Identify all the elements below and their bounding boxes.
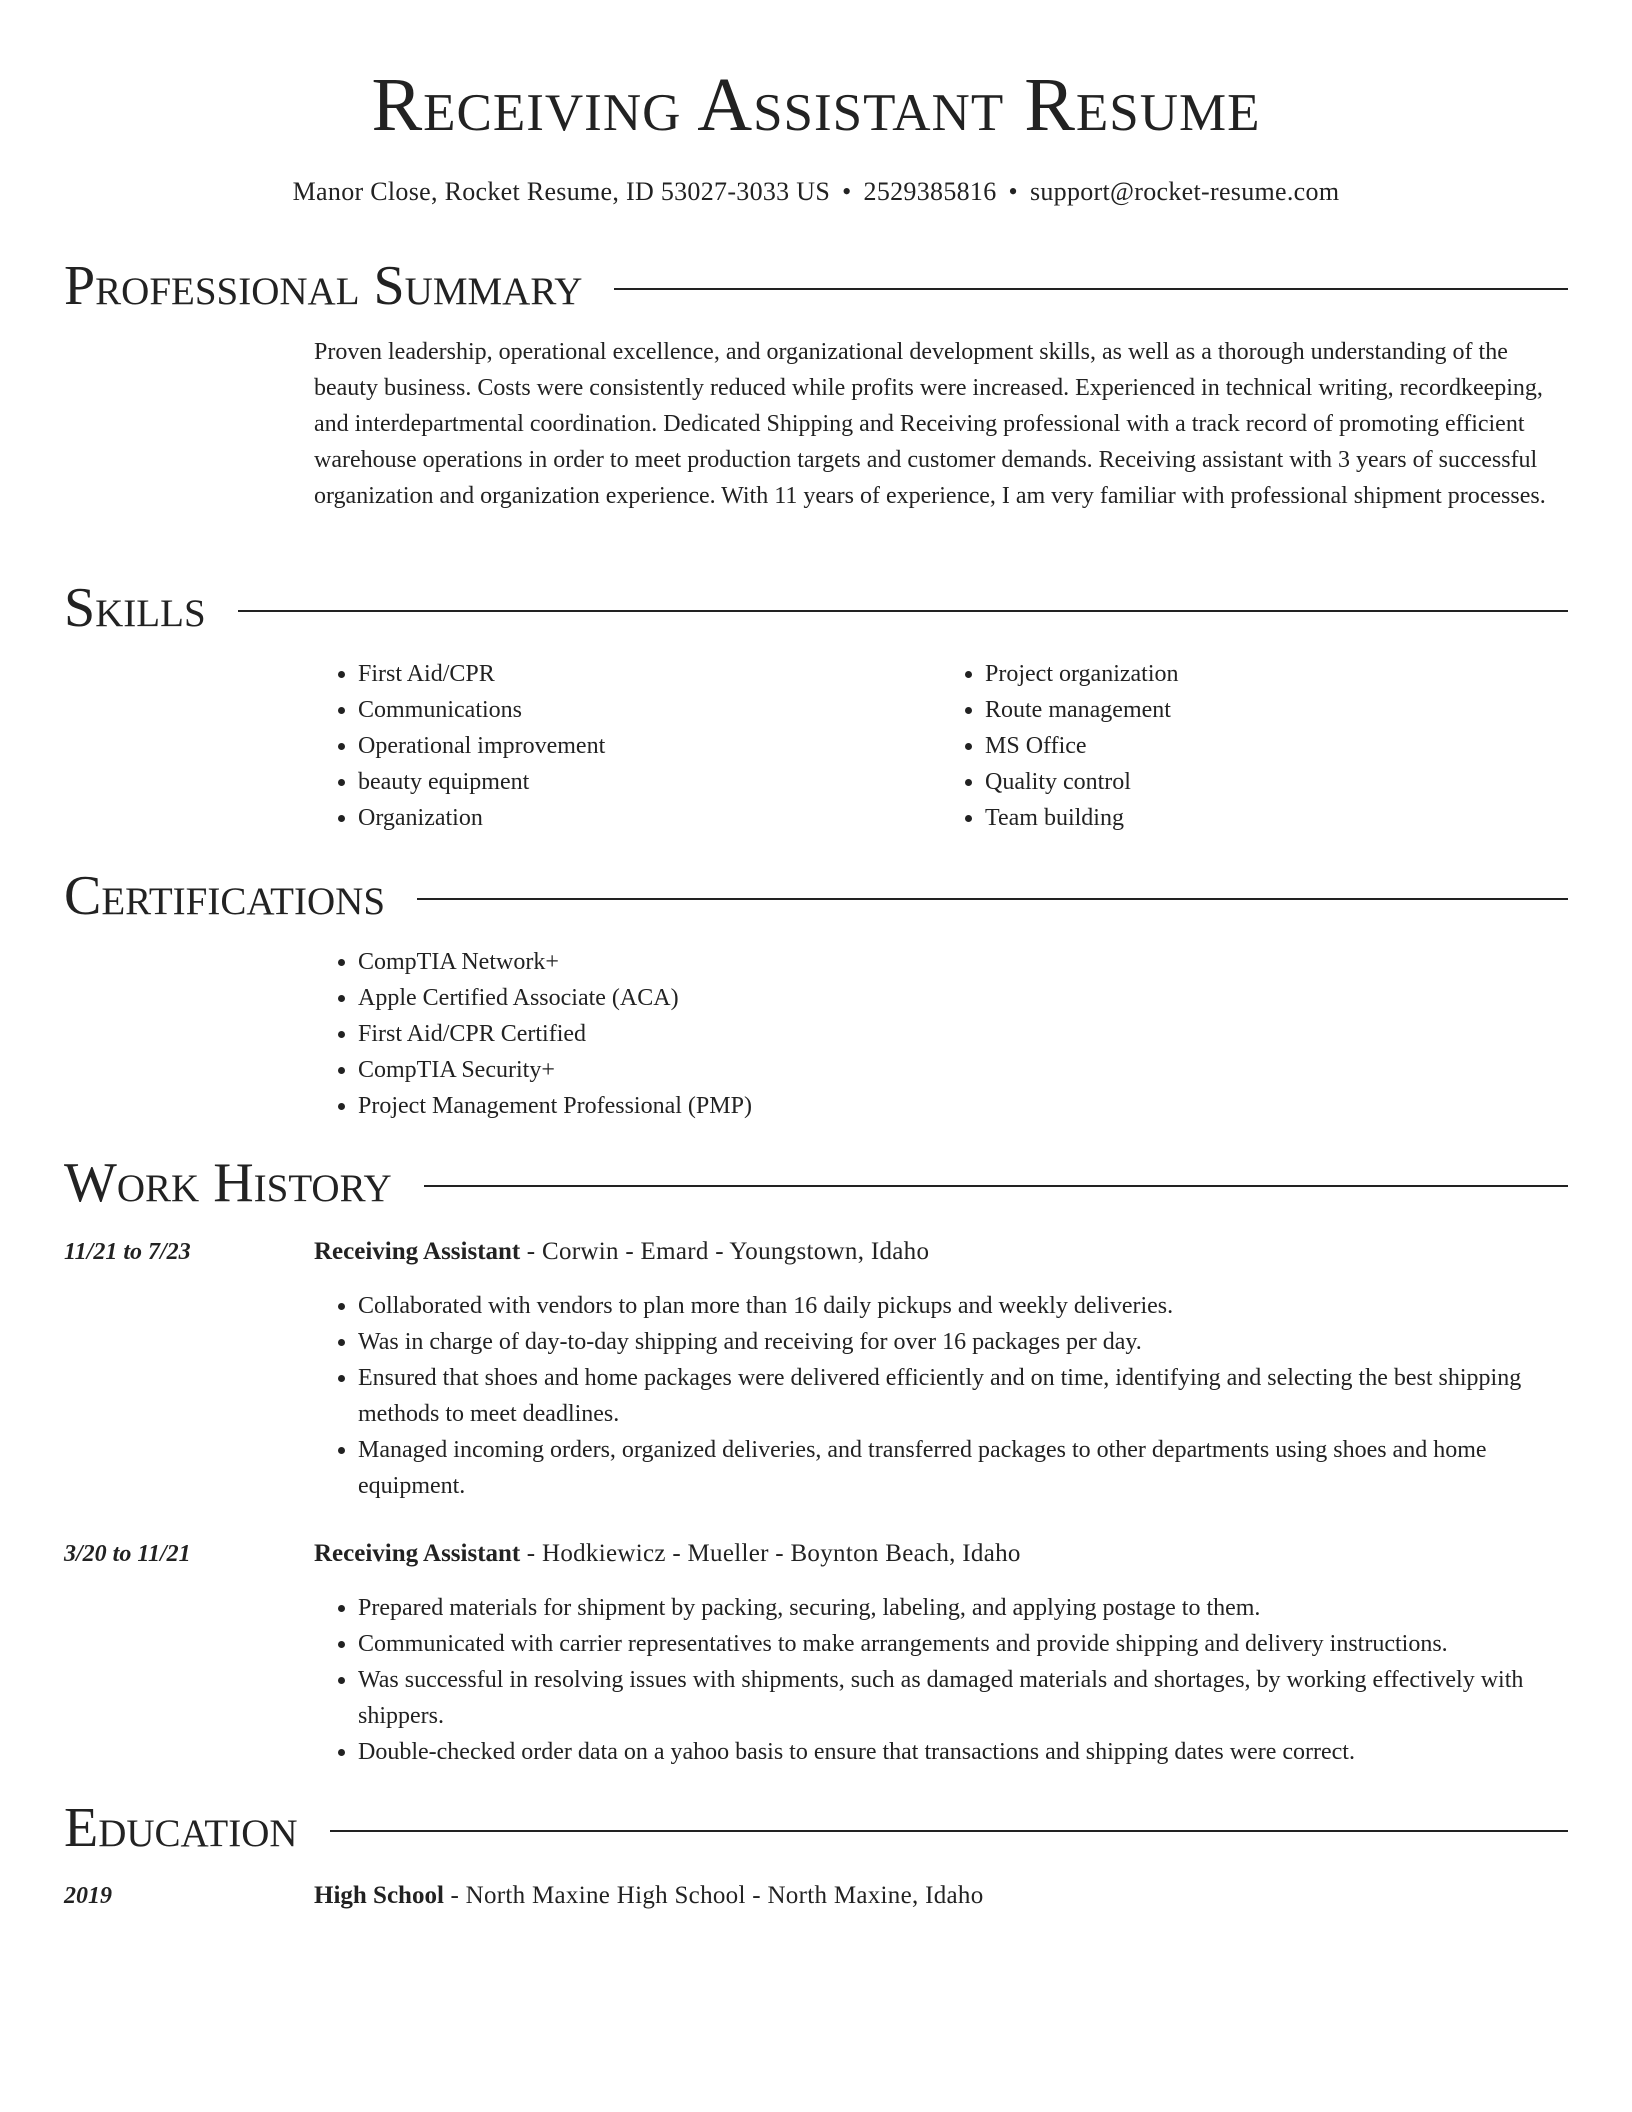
section-divider bbox=[614, 288, 1568, 290]
skill-item: • Route management bbox=[985, 692, 1568, 728]
resume-title: Receiving Assistant Resume bbox=[371, 63, 1261, 147]
summary-section-header bbox=[64, 254, 1568, 318]
certifications-body bbox=[314, 944, 1568, 1124]
skill-item: • Operational improvement bbox=[358, 728, 941, 764]
skills-list-left bbox=[314, 656, 941, 836]
job-dates: 3/20 to 11/21 bbox=[64, 1541, 191, 1567]
job-role: Receiving Assistant bbox=[314, 1238, 521, 1265]
education-school: - North Maxine High School - North Maxine, Idaho bbox=[443, 1882, 984, 1909]
skills-section-header bbox=[64, 576, 1568, 640]
contact-separator: • bbox=[1008, 177, 1018, 206]
job-role: Receiving Assistant bbox=[314, 1540, 521, 1567]
certifications-list bbox=[314, 944, 1568, 1124]
summary-heading: Professional Summary bbox=[64, 255, 583, 317]
skill-item: • Quality control bbox=[985, 764, 1568, 800]
job-bullet: • Ensured that shoes and home packages were delivered efficiently and on time, identifying and selecting the best shipping methods to meet deadlines. bbox=[358, 1360, 1568, 1432]
skill-item: • MS Office bbox=[985, 728, 1568, 764]
section-divider bbox=[238, 610, 1568, 612]
skill-item: • beauty equipment bbox=[358, 764, 941, 800]
skill-item: • Communications bbox=[358, 692, 941, 728]
summary-text: Proven leadership, operational excellence, and organizational development skills, as well as a thorough understanding of the beauty business. Costs were consistently reduced while profits were increased. Experienced in technical writing, recordkeeping, and interdepartmental coordination. Dedicated Shipping and Receiving professional with a track record of promoting efficient warehouse operations in order to meet production targets and customer demands. Receiving assistant with 3 years of successful organization and organization experience. With 11 years of experience, I am very familiar with professional shipment processes. bbox=[314, 339, 1546, 509]
job-bullets bbox=[314, 1590, 1568, 1770]
certification-item: • CompTIA Security+ bbox=[358, 1052, 1568, 1088]
work-history-section-header bbox=[64, 1151, 1568, 1215]
job-entry bbox=[314, 1234, 1568, 1504]
contact-email: support@rocket-resume.com bbox=[1029, 177, 1340, 206]
job-bullet: • Double-checked order data on a yahoo basis to ensure that transactions and shipping dates were correct. bbox=[358, 1734, 1568, 1770]
contact-separator: • bbox=[842, 177, 852, 206]
education-degree: High School bbox=[314, 1882, 444, 1909]
skill-item: • Team building bbox=[985, 800, 1568, 836]
job-employer: - Hodkiewicz - Mueller - Boynton Beach, Idaho bbox=[520, 1540, 1021, 1567]
work-history-heading: Work History bbox=[64, 1152, 392, 1214]
skills-heading: Skills bbox=[64, 577, 206, 639]
education-section-header bbox=[64, 1796, 1568, 1860]
certifications-heading: Certifications bbox=[64, 865, 386, 927]
job-bullet: • Was successful in resolving issues with shipments, such as damaged materials and shortages, by working effectively with shippers. bbox=[358, 1662, 1568, 1734]
certification-item: • CompTIA Network+ bbox=[358, 944, 1568, 980]
skill-item: • First Aid/CPR bbox=[358, 656, 941, 692]
job-title-line bbox=[314, 1234, 1568, 1270]
job-bullet: • Communicated with carrier representatives to make arrangements and provide shipping and delivery instructions. bbox=[358, 1626, 1568, 1662]
certifications-section-header bbox=[64, 864, 1568, 928]
certification-item: • Apple Certified Associate (ACA) bbox=[358, 980, 1568, 1016]
education-line bbox=[314, 1878, 1568, 1914]
job-employer: - Corwin - Emard - Youngstown, Idaho bbox=[520, 1238, 930, 1265]
certification-item: • Project Management Professional (PMP) bbox=[358, 1088, 1568, 1124]
section-divider bbox=[330, 1830, 1568, 1832]
summary-body bbox=[314, 334, 1568, 514]
job-bullet: • Was in charge of day-to-day shipping and receiving for over 16 packages per day. bbox=[358, 1324, 1568, 1360]
education-heading: Education bbox=[64, 1797, 298, 1859]
job-dates: 11/21 to 7/23 bbox=[64, 1239, 191, 1265]
section-divider bbox=[417, 898, 1568, 900]
education-entry bbox=[314, 1878, 1568, 1914]
skills-body bbox=[314, 656, 1568, 836]
skills-list-right bbox=[941, 656, 1568, 836]
job-title-line bbox=[314, 1536, 1568, 1572]
certification-item: • First Aid/CPR Certified bbox=[358, 1016, 1568, 1052]
job-bullets bbox=[314, 1288, 1568, 1504]
contact-phone: 2529385816 bbox=[863, 177, 997, 206]
education-date: 2019 bbox=[64, 1883, 112, 1909]
contact-address: Manor Close, Rocket Resume, ID 53027-3033 US bbox=[292, 177, 831, 206]
job-bullet: • Collaborated with vendors to plan more than 16 daily pickups and weekly deliveries. bbox=[358, 1288, 1568, 1324]
job-bullet: • Managed incoming orders, organized deliveries, and transferred packages to other departments using shoes and home equipment. bbox=[358, 1432, 1568, 1504]
job-bullet: • Prepared materials for shipment by packing, securing, labeling, and applying postage to them. bbox=[358, 1590, 1568, 1626]
skill-item: • Organization bbox=[358, 800, 941, 836]
job-entry bbox=[314, 1536, 1568, 1770]
skill-item: • Project organization bbox=[985, 656, 1568, 692]
section-divider bbox=[424, 1185, 1568, 1187]
contact-line bbox=[64, 174, 1568, 210]
